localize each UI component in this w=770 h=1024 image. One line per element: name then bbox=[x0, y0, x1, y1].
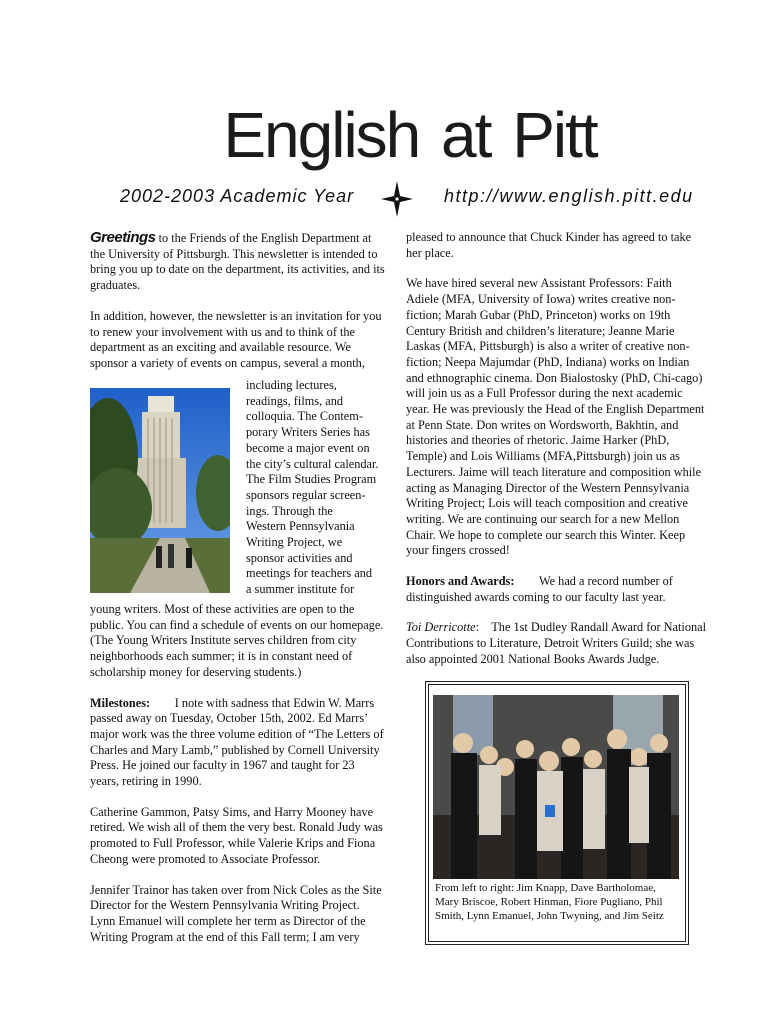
text-line: become a major event on bbox=[246, 440, 370, 455]
milestones-paragraph-1: I note with sadness that Edwin W. Marrs passed away on Tuesday, October 15th, 2002. Ed Marrs’ major work was the three volume edition of “The Letters of Charles and Mary Lamb,” published by Cornell University Press. He joined our faculty in 1967 and taught for 23 years, retiring in 1990. bbox=[90, 695, 384, 789]
text-line: Writing Project, we bbox=[246, 535, 343, 550]
compass-rose-icon bbox=[380, 180, 414, 218]
cathedral-of-learning-photo bbox=[90, 388, 230, 593]
text-line: meetings for teachers and bbox=[246, 566, 372, 581]
greetings-lead: Greetings bbox=[90, 229, 156, 246]
newsletter-title: English at Pitt bbox=[223, 99, 597, 171]
text-line: the city’s cultural calendar. bbox=[246, 456, 379, 471]
greetings-section bbox=[90, 230, 386, 387]
text-line: including lectures, bbox=[246, 378, 337, 392]
milestones-paragraph-3: Jennifer Trainor has taken over from Nick Coles as the Site Director for the Western Pennsylvania Writing Project. Lynn Emanuel will complete her term as Director of the Writing Program at the end of this Fall term; I am very bbox=[90, 882, 382, 944]
award-recipient-name: Toi Derricotte bbox=[406, 620, 476, 635]
text-line: Western Pennsylvania bbox=[246, 519, 355, 534]
award-description: The 1st Dudley Randall Award for National Contributions to Literature, Detroit Writers Guild; she was also appointed 2001 National Books Awards Judge. bbox=[406, 620, 706, 666]
right-column: pleased to announce that Chuck Kinder has agreed to take her place. We have hired several new Assistant Professors: Faith Adiele (MFA, University of Iowa) writes creative non-fiction; Marah Gubar (PhD, Princeton) works on 19th Century British and children’s literature; Jeanne Marie Laskas (MFA, Pittsburgh) is also a writer of creative non-fiction; Neepa Majumdar (PhD, Indiana) works on Indian and ethnographic cinema. Don Bialostosky (PhD, Chi-cago) will join us as a Full Professor during the next academic year. He was previously the Head of the English Department at Penn State. Don writes on Wordsworth, Bakhtin, and histories and theories of rhetoric. Jaime Harker (PhD, Temple) and Lois Williams (MFA,Pittsburgh) join us as Lecturers. Jaime will teach literature and composition while acting as Managing Director of the Western Pennsylvania Writing Project; Lois will teach composition and creative writing. We are continuing our search for a new Mellon Chair. We hope to complete our search this Winter. Keep your fingers crossed! Honors and Awards: We had a record number of distinguished awards coming to our faculty last year. Toi Derricotte: The 1st Dudley Randall Award for National Contributions to Literature, Detroit Writers Guild; she was also appointed 2001 National Books Awards Judge. bbox=[406, 230, 706, 666]
faculty-photo-frame bbox=[428, 684, 686, 942]
text-line: porary Writers Series has bbox=[246, 425, 370, 440]
text-line: colloquia. The Contem- bbox=[246, 409, 363, 424]
milestones-paragraph-2: Catherine Gammon, Patsy Sims, and Harry Mooney have retired. We wish all of them the very best. Ronald Judy was promoted to Full Professor, while Valerie Krips and Fiona Cheong were promoted to Associate Professor. bbox=[90, 804, 383, 866]
left-column-continued bbox=[90, 602, 386, 960]
honors-heading: Honors and Awards: bbox=[406, 574, 515, 589]
greetings-paragraph-2-end: young writers. Most of these activities are open to the public. You can find a schedule of events on our homepage. (The Young Writers Institute serves children from city neighborhoods each summer; it is in constant need of scholarship money for deserving students.) bbox=[90, 602, 384, 679]
new-faculty-paragraph: We have hired several new Assistant Professors: Faith Adiele (MFA, University of Iowa) writes creative non-fiction; Marah Gubar (PhD, Princeton) works on 19th Century British and children’s literature; Jeanne Marie Laskas (MFA, Pittsburgh) is also a writer of creative non-fiction; Neepa Majumdar (PhD, Indiana) works on Indian and ethnographic cinema. Don Bialostosky (PhD, Chi-cago) will join us as a Full Professor during the next academic year. He was previously the Head of the English Department at Penn State. Don writes on Wordsworth, Bakhtin, and histories and theories of rhetoric. Jaime Harker (PhD, Temple) and Lois Williams (MFA,Pittsburgh) join us as Lecturers. Jaime will teach literature and composition while acting as Managing Director of the Western Pennsylvania Writing Project; Lois will teach composition and creative writing. We are continuing our search for a new Mellon Chair. We hope to complete our search this Winter. Keep your fingers crossed! bbox=[406, 276, 705, 558]
website-url: http://www.english.pitt.edu bbox=[444, 186, 694, 206]
text-line: sponsor activities and bbox=[246, 550, 353, 565]
greetings-paragraph-1: to the Friends of the English Department at the University of Pittsburgh. This newsletter is intended to bring you up to date on the department, its activities, and its graduates. bbox=[90, 231, 385, 293]
text-line: ings. Through the bbox=[246, 503, 333, 518]
photo-caption: From left to right: Jim Knapp, Dave Bartholomae, Mary Briscoe, Robert Hinman, Fiore Pugliano, Phil Smith, Lynn Emanuel, John Twyning, and Jim Seitz bbox=[435, 882, 664, 922]
text-line: The Film Studies Program bbox=[246, 472, 377, 487]
right-paragraph-1: pleased to announce that Chuck Kinder has agreed to take her place. bbox=[406, 230, 692, 260]
greetings-paragraph-2: In addition, however, the newsletter is an invitation for you to renew your involvement with us and to think of the department as an exciting and available resource. We sponsor a variety of events on campus, several a month, bbox=[90, 308, 382, 370]
academic-year: 2002-2003 Academic Year bbox=[120, 186, 355, 206]
text-line: readings, films, and bbox=[246, 393, 343, 408]
events-narrow-text bbox=[246, 378, 388, 598]
faculty-group-photo bbox=[433, 695, 679, 879]
text-line: sponsors regular screen- bbox=[246, 487, 366, 502]
milestones-heading: Milestones: bbox=[90, 695, 151, 710]
text-line: a summer institute for bbox=[246, 582, 355, 597]
honors-intro: We had a record number of distinguished awards coming to our faculty last year. bbox=[406, 574, 673, 604]
